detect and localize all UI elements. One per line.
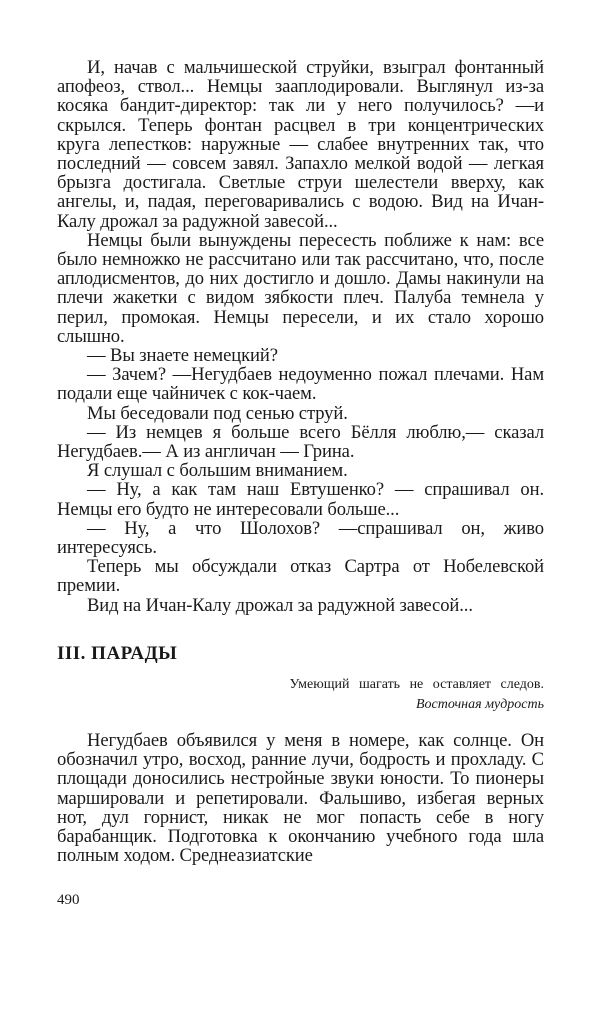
paragraph: И, начав с мальчишеской струйки, взыграл фонтанный апофеоз, ствол... Немцы зааплодировали. Выглянул из-за косяка бандит-директор: так ли у него получилось? —и скрылся. Теперь фонтан расцвел в три концентрических круга лепестков: наружные — слабее внутренних так, что последний — совсем завял. Запахло мелкой водой — легкая брызга достигала. Светлые струи шелестели вверху, как ангелы, и, падая, переговаривались с водою. Вид на Ичан-Калу дрожал за радужной завесой... (57, 57, 544, 232)
dialogue-line: — Из немцев я больше всего Бёлля люблю,— сказал Негудбаев.— А из англичан — Грина. (57, 421, 544, 463)
epigraph (57, 675, 544, 715)
paragraph: Мы беседовали под сенью струй. (87, 402, 348, 424)
paragraph: Теперь мы обсуждали отказ Сартра от Нобелевской премии. (57, 556, 544, 597)
page-number: 490 (57, 892, 80, 908)
paragraph: Негудбаев объявился у меня в номере, как солнце. Он обозначил утро, восход, ранние лучи, бодрость и прохладу. С площади доносились нестройные звуки юности. То пионеры маршировали и репетировали. Фальшиво, избегая верных нот, дул горнист, никак не мог попасть себе в ногу барабанщик. Подготовка к окончанию учебного года шла полным ходом. Среднеазиатские (57, 729, 544, 867)
dialogue-line: — Зачем? —Негудбаев недоуменно пожал плечами. Нам подали еще чайничек с кок-чаем. (57, 364, 544, 405)
epigraph-source: Восточная мудрость (415, 696, 544, 712)
text-block-top (57, 58, 544, 615)
epigraph-quote: Умеющий шагать не оставляет следов. (289, 676, 544, 692)
paragraph: Немцы были вынуждены пересесть поближе к нам: все было немножко не рассчитано или так рассчитано, что, после аплодисментов, до них достигло и дошло. Дамы накинули на плечи жакетки с видом зябкости плеч. Палуба темнела у перил, промокая. Немцы пересели, и их стало хорошо слышно. (57, 229, 544, 347)
dialogue-line: — Ну, а что Шолохов? —спрашивал он, живо интересуясь. (57, 517, 544, 559)
paragraph: Я слушал с большим вниманием. (87, 460, 348, 482)
dialogue-line: — Ну, а как там наш Евтушенко? — спрашивал он. Немцы его будто не интересовали больше... (57, 479, 544, 520)
section-heading: III. ПАРАДЫ (57, 642, 178, 664)
section-body (57, 731, 544, 865)
paragraph: Вид на Ичан-Калу дрожал за радужной завесой... (87, 594, 473, 616)
dialogue-line: — Вы знаете немецкий? (87, 345, 278, 367)
book-page (57, 58, 544, 865)
